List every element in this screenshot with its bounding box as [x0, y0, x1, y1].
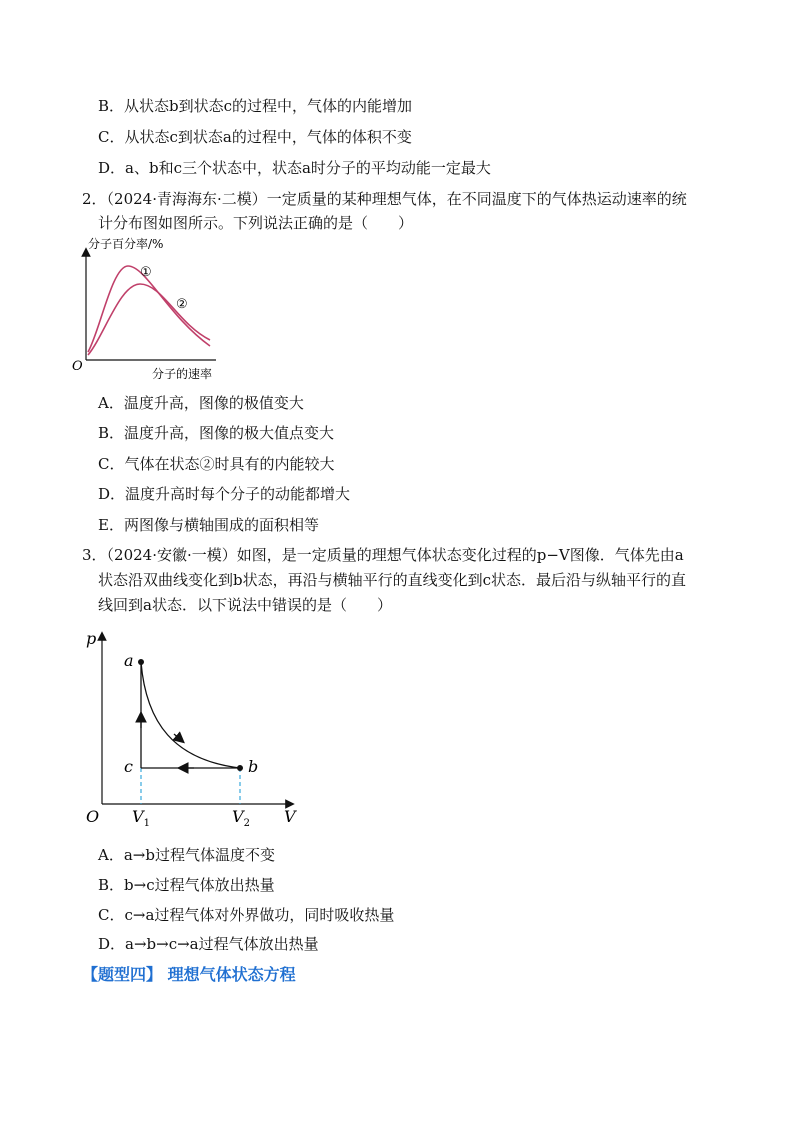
q1-option-d: D．a、b和c三个状态中，状态a时分子的平均动能一定最大 [98, 159, 491, 177]
q3-point-a-dot [138, 659, 144, 665]
q3-option-d: D．a→b→c→a过程气体放出热量 [98, 935, 319, 953]
q3-v-label: V [284, 807, 296, 826]
section-title: 【题型四】 理想气体状态方程 [82, 965, 296, 984]
q2-option-b: B．温度升高，图像的极大值点变大 [98, 424, 335, 442]
q1-option-c: C．从状态c到状态a的过程中，气体的体积不变 [98, 128, 412, 146]
q3-option-a: A．a→b过程气体温度不变 [98, 846, 275, 864]
q2-option-d: D．温度升高时每个分子的动能都增大 [98, 485, 351, 503]
q3-pv-diagram [82, 628, 302, 828]
q3-option-b: B．b→c过程气体放出热量 [98, 876, 275, 894]
q3-point-a-label: a [124, 651, 134, 670]
q2-origin-label: O [72, 359, 83, 374]
q3-stem-line3: 线回到a状态．以下说法中错误的是（ ） [98, 596, 392, 614]
q3-curve-arrow [174, 734, 181, 740]
q3-v1-sub: 1 [143, 818, 150, 828]
q3-v1-label [132, 807, 150, 828]
q3-v1-main: V [132, 807, 144, 826]
q3-point-c-label: c [124, 757, 133, 776]
q3-stem-line1: 3．（2024·安徽·一模）如图，是一定质量的理想气体状态变化过程的p−V图像．气体先由a [82, 546, 684, 564]
q3-option-c: C．c→a过程气体对外界做功，同时吸收热量 [98, 906, 395, 924]
q3-p-label: p [86, 629, 97, 648]
q3-point-b-dot [237, 765, 243, 771]
q3-stem-line2: 状态沿双曲线变化到b状态，再沿与横轴平行的直线变化到c状态．最后沿与纵轴平行的直 [98, 571, 687, 589]
q3-v2-label [232, 807, 250, 828]
q2-stem-line2: 计分布图如图所示。下列说法正确的是（ ） [98, 214, 414, 232]
q3-v2-main: V [232, 807, 244, 826]
q3-v2-sub: 2 [243, 818, 250, 828]
q2-option-c: C．气体在状态②时具有的内能较大 [98, 455, 335, 473]
q2-x-label: 分子的速率 [152, 367, 213, 381]
q2-curve-2-label: ② [176, 297, 188, 312]
q1-option-b: B．从状态b到状态c的过程中，气体的内能增加 [98, 97, 413, 115]
q2-curve-1-label: ① [140, 265, 152, 280]
q2-option-e: E．两图像与横轴围成的面积相等 [98, 516, 319, 534]
q3-origin-label: O [86, 807, 100, 826]
q2-speed-distribution-figure [70, 236, 230, 386]
q2-curve-2 [88, 284, 210, 355]
q2-option-a: A．温度升高，图像的极值变大 [98, 394, 304, 412]
q2-stem-line1: 2．（2024·青海海东·二模）一定质量的某种理想气体，在不同温度下的气体热运动速率的统 [82, 190, 687, 208]
q3-point-b-label: b [248, 757, 259, 776]
q2-y-label: 分子百分率/% [88, 237, 164, 251]
q3-curve-a-to-b [141, 662, 240, 768]
